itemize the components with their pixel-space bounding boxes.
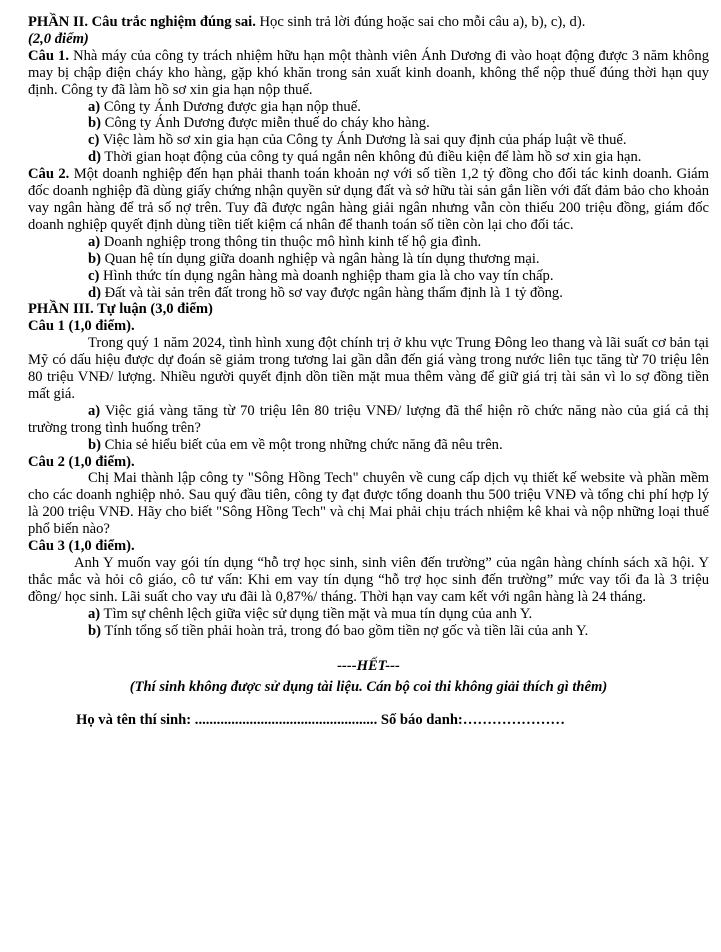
part3-question-3-a: a) Tìm sự chênh lệch giữa việc sử dụng tiền mặt và mua tín dụng của anh Y.: [88, 605, 533, 622]
part2-question-2: Câu 2. Một doanh nghiệp đến hạn phải thanh toán khoản nợ với số tiền 1,2 tỷ đồng cho đối tác kinh doanh. Giám đốc doanh nghiệp đã dùng giấy chứng nhận quyền sử dụng đất và sở hữu tài sản gắn liền với đất đảm bảo cho khoản vay ngân hàng để trả số nợ trên. Tuy đã được ngân hàng giải ngân nhưng vẫn còn thiếu 200 triệu đồng, giám đốc doanh nghiệp quyết định dùng tiền tiết kiệm cá nhân để thanh toán số tiền còn lại cho đối tác.: [28, 166, 710, 233]
part3-question-1-a: a) Việc giá vàng tăng từ 70 triệu lên 80 triệu VNĐ/ lượng đã thể hiện rõ chức năng nào của giá cả thị trường trong tình huống trên?: [28, 402, 709, 436]
part3-question-3-b: b) Tính tổng số tiền phải hoàn trả, trong đó bao gồm tiền nợ gốc và tiền lãi của anh Y.: [88, 622, 589, 639]
exam-note: (Thí sinh không được sử dụng tài liệu. Cán bộ coi thi không giải thích gì thêm): [129, 679, 608, 696]
option: d) Thời gian hoạt động của công ty quá ngắn nên không đủ điều kiện để làm hồ sơ xin gia hạn.: [88, 149, 642, 166]
option: c) Việc làm hồ sơ xin gia hạn của Công ty Ánh Dương là sai quy định của pháp luật về thuế.: [88, 132, 627, 149]
candidate-name-field: Họ và tên thí sinh: ..................................................: [76, 712, 378, 729]
candidate-id-field: Số báo danh:…………………: [377, 712, 565, 729]
option: d) Đất và tài sản trên đất trong hồ sơ vay được ngân hàng thẩm định là 1 tỷ đồng.: [88, 284, 563, 301]
part2-points: (2,0 điểm): [28, 30, 89, 47]
part2-heading: PHẦN II. Câu trắc nghiệm đúng sai. Học sinh trả lời đúng hoặc sai cho mỗi câu a), b), c), d).: [28, 14, 586, 30]
end-marker: ----HẾT---: [337, 657, 400, 674]
part3-question-3-label: Câu 3 (1,0 điểm).: [28, 538, 135, 555]
option: b) Quan hệ tín dụng giữa doanh nghiệp và ngân hàng là tín dụng thương mại.: [88, 250, 540, 267]
option: a) Doanh nghiệp trong thông tin thuộc mô hình kinh tế hộ gia đình.: [88, 233, 482, 250]
option: c) Hình thức tín dụng ngân hàng mà doanh nghiệp tham gia là cho vay tín chấp.: [88, 267, 554, 284]
option: b) Công ty Ánh Dương được miễn thuế do cháy kho hàng.: [88, 115, 430, 132]
option: a) Công ty Ánh Dương được gia hạn nộp thuế.: [88, 98, 361, 115]
part3-question-1-label: Câu 1 (1,0 điểm).: [28, 318, 135, 335]
part3-question-1-b: b) Chia sẻ hiểu biết của em về một trong những chức năng đã nêu trên.: [88, 436, 503, 453]
part3-question-1-text: Trong quý 1 năm 2024, tình hình xung đột chính trị ở khu vực Trung Đông leo thang và lãi suất cơ bản tại Mỹ có dấu hiệu được dự đoán sẽ giảm trong tương lai gần dẫn đến giá vàng trong nước liên tục tăng từ 70 triệu lên 80 triệu VNĐ/ lượng. Nhiều người quyết định dồn tiền mặt mua thêm vàng để giữ giá trị tài sản vì lo sợ đồng tiền mất giá.: [28, 335, 709, 402]
part2-question-1: Câu 1. Nhà máy của công ty trách nhiệm hữu hạn một thành viên Ánh Dương đi vào hoạt động được 3 năm không may bị chập điện cháy kho hàng, gặp khó khăn trong sản xuất kinh doanh, không thể nộp thuế đúng thời hạn quy định. Công ty đã làm hồ sơ xin gia hạn nộp thuế.: [28, 47, 709, 98]
candidate-info-line: [28, 712, 709, 729]
part3-question-3-text: Anh Y muốn vay gói tín dụng “hỗ trợ học sinh, sinh viên đến trường” của ngân hàng chính sách xã hội. Y thắc mắc và hỏi cô giáo, cô tư vấn: Khi em vay tín dụng “hỗ trợ học sinh đến trường” mức vay tối đa là 3 triệu đồng/ học sinh. Lãi suất cho vay ưu đãi là 0,87%/ tháng. Thời hạn vay cam kết với ngân hàng là 24 tháng.: [28, 555, 709, 605]
part3-question-2-text: Chị Mai thành lập công ty "Sông Hồng Tech" chuyên về cung cấp dịch vụ thiết kế website và phần mềm cho các doanh nghiệp nhỏ. Sau quý đầu tiên, công ty đạt được tổng doanh thu 500 triệu VNĐ và tổng chi phí hợp lý là 200 triệu VNĐ. Hãy cho biết "Sông Hồng Tech" và chị Mai phải chịu trách nhiệm kê khai và nộp những loại thuế phổ biến nào?: [28, 470, 709, 538]
part3-question-2-label: Câu 2 (1,0 điểm).: [28, 453, 135, 470]
part3-heading: PHẦN III. Tự luận (3,0 điểm): [28, 301, 213, 318]
